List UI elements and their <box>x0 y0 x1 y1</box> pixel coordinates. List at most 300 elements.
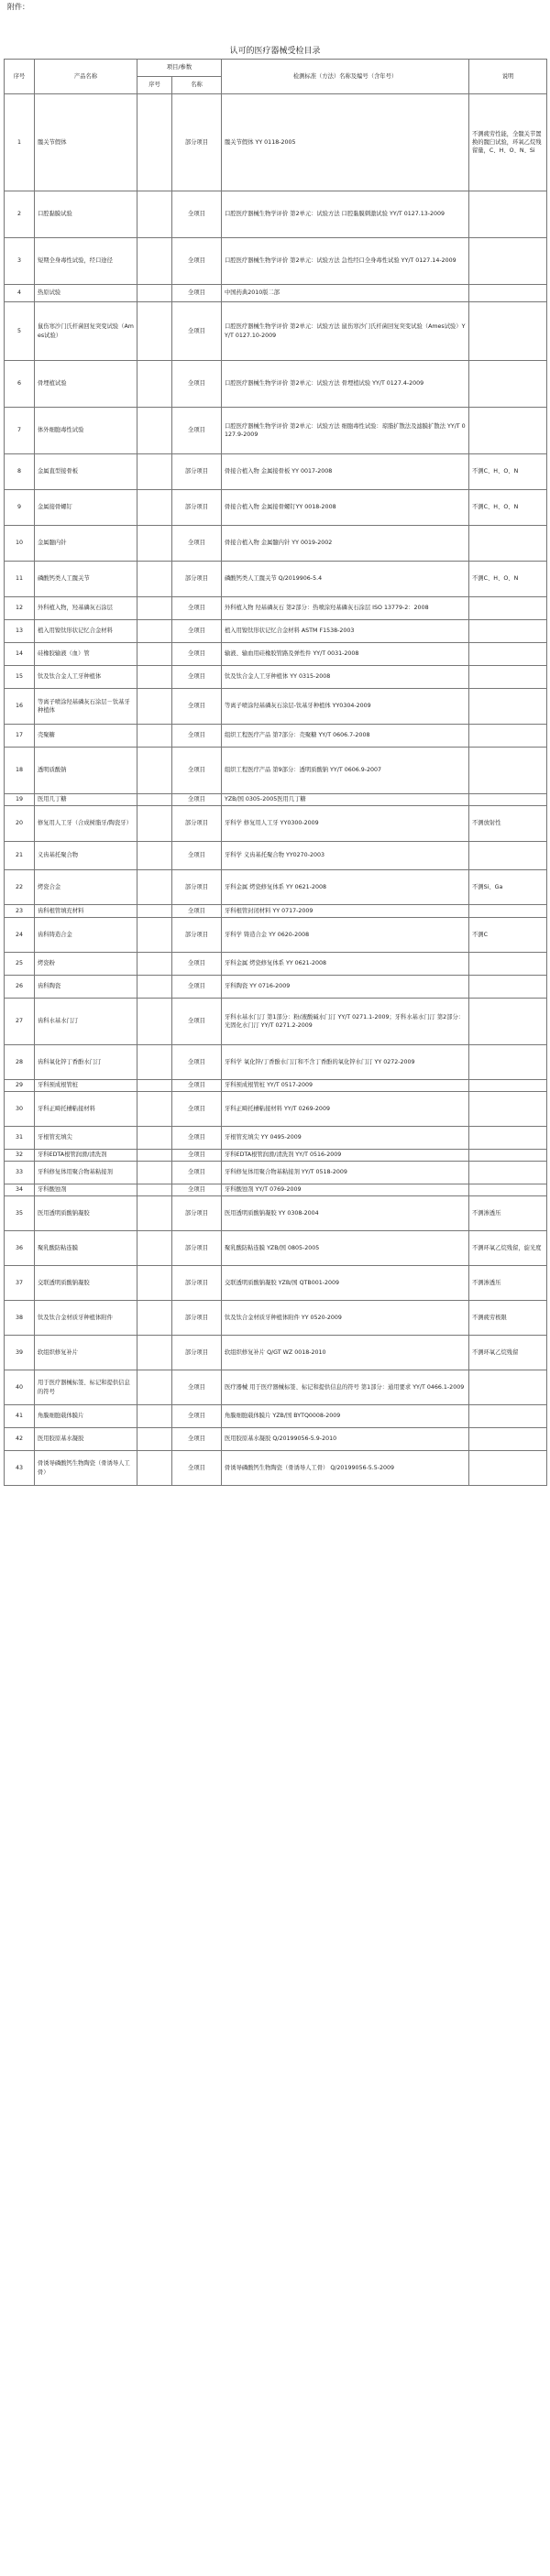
cell-product: 齿科水基水门汀 <box>35 999 138 1045</box>
cell-item-seq <box>138 905 172 918</box>
cell-note <box>469 905 547 918</box>
attachment-label: 附件： <box>7 3 29 11</box>
cell-standard: 口腔医疗器械生物学评价 第2单元：试验方法 鼠伤寒沙门氏杆菌回复突变试验（Ames试验）YY/T 0127.10-2009 <box>222 302 469 361</box>
cell-note <box>469 748 547 794</box>
cell-product: 钛及钛合金人工牙种植体 <box>35 666 138 689</box>
cell-standard: 组织工程医疗产品 第9部分：透明质酸钠 YY/T 0606.9-2007 <box>222 748 469 794</box>
cell-note <box>469 361 547 408</box>
cell-product: 齿科陶瓷 <box>35 976 138 999</box>
cell-item-seq <box>138 689 172 725</box>
cell-item-seq <box>138 953 172 976</box>
cell-scope: 全项目 <box>172 748 222 794</box>
cell-product: 等离子喷涂羟基磷灰石涂层－钛基牙种植体 <box>35 689 138 725</box>
cell-note <box>469 238 547 285</box>
cell-item-seq <box>138 454 172 490</box>
cell-product: 钛及钛合金材质牙种植体附件 <box>35 1301 138 1336</box>
cell-standard: 医疗器械 用于医疗器械标签、标记和提供信息的符号 第1部分：通用要求 YY/T 0466.1-2009 <box>222 1370 469 1405</box>
table-row <box>5 953 547 976</box>
cell-item-seq <box>138 666 172 689</box>
cell-seq: 9 <box>5 490 35 526</box>
cell-product: 鼠伤寒沙门氏杆菌回复突变试验（Ames试验） <box>35 302 138 361</box>
cell-product: 口腔黏膜试验 <box>35 191 138 238</box>
cell-product: 交联透明质酸钠凝胶 <box>35 1266 138 1301</box>
table-row <box>5 490 547 526</box>
cell-seq: 42 <box>5 1428 35 1451</box>
cell-scope: 部分项目 <box>172 562 222 597</box>
cell-scope: 全项目 <box>172 643 222 666</box>
table-row <box>5 1150 547 1162</box>
cell-scope: 全项目 <box>172 689 222 725</box>
table-row <box>5 725 547 748</box>
table-row <box>5 1451 547 1486</box>
cell-item-seq <box>138 1405 172 1428</box>
table-row <box>5 1162 547 1184</box>
cell-standard: 中国药典2010版二部 <box>222 285 469 302</box>
cell-product: 烤瓷粉 <box>35 953 138 976</box>
cell-seq: 6 <box>5 361 35 408</box>
cell-product: 牙根管充填尖 <box>35 1127 138 1150</box>
cell-standard: 牙科金属 烤瓷修复体系 YY 0621-2008 <box>222 953 469 976</box>
header-product: 产品名称 <box>35 60 138 94</box>
cell-item-seq <box>138 1150 172 1162</box>
cell-product: 金属接骨螺钉 <box>35 490 138 526</box>
table-row <box>5 302 547 361</box>
cell-standard: 医用透明质酸钠凝胶 YY 0308-2004 <box>222 1196 469 1231</box>
cell-note <box>469 1080 547 1092</box>
cell-seq: 35 <box>5 1196 35 1231</box>
cell-scope: 部分项目 <box>172 806 222 842</box>
cell-item-seq <box>138 1370 172 1405</box>
cell-scope: 全项目 <box>172 1150 222 1162</box>
cell-note: 不测环氧乙烷残留 <box>469 1336 547 1370</box>
table-row <box>5 1231 547 1266</box>
table-row <box>5 689 547 725</box>
cell-scope: 全项目 <box>172 1092 222 1127</box>
cell-standard: 等离子喷涂羟基磷灰石涂层-钛基牙种植体 YY0304-2009 <box>222 689 469 725</box>
cell-scope: 部分项目 <box>172 1301 222 1336</box>
cell-standard: 钛及钛合金人工牙种植体 YY 0315-2008 <box>222 666 469 689</box>
cell-product: 骨诱导磷酸钙生物陶瓷（骨诱导人工骨） <box>35 1451 138 1486</box>
cell-item-seq <box>138 794 172 806</box>
cell-product: 修复用人工牙（合成树脂牙/陶瓷牙） <box>35 806 138 842</box>
cell-seq: 1 <box>5 94 35 191</box>
cell-scope: 部分项目 <box>172 490 222 526</box>
table-row <box>5 1405 547 1428</box>
cell-seq: 10 <box>5 526 35 562</box>
cell-item-seq <box>138 1045 172 1080</box>
cell-standard: 牙科学 修复用人工牙 YY0300-2009 <box>222 806 469 842</box>
cell-product: 医用胶原基水凝胶 <box>35 1428 138 1451</box>
cell-note <box>469 1045 547 1080</box>
cell-seq: 21 <box>5 842 35 870</box>
cell-scope: 全项目 <box>172 1405 222 1428</box>
cell-seq: 4 <box>5 285 35 302</box>
cell-product: 植入用镍钛形状记忆合金材料 <box>35 620 138 643</box>
cell-standard: 磷酸钙类人工髋关节 Q/2019906-5.4 <box>222 562 469 597</box>
table-row <box>5 526 547 562</box>
cell-item-seq <box>138 526 172 562</box>
cell-note <box>469 1150 547 1162</box>
cell-note: 不测环氧乙烷残留，旋光度 <box>469 1231 547 1266</box>
cell-note: 不测放射性 <box>469 806 547 842</box>
cell-seq: 2 <box>5 191 35 238</box>
table-row <box>5 1301 547 1336</box>
cell-product: 牙科修复体用聚合物基粘接剂 <box>35 1162 138 1184</box>
cell-scope: 部分项目 <box>172 1196 222 1231</box>
cell-product: 齿科氧化锌丁香酚水门汀 <box>35 1045 138 1080</box>
cell-seq: 3 <box>5 238 35 285</box>
cell-standard: 牙根管充填尖 YY 0495-2009 <box>222 1127 469 1150</box>
cell-item-seq <box>138 191 172 238</box>
cell-note <box>469 689 547 725</box>
cell-note <box>469 408 547 454</box>
cell-standard: 牙科学 义齿基托聚合物 YY0270-2003 <box>222 842 469 870</box>
cell-item-seq <box>138 1451 172 1486</box>
cell-item-seq <box>138 999 172 1045</box>
cell-note <box>469 953 547 976</box>
cell-scope: 全项目 <box>172 1184 222 1196</box>
cell-seq: 18 <box>5 748 35 794</box>
cell-standard: 骨接合植入物 金属髓内针 YY 0019-2002 <box>222 526 469 562</box>
cell-item-seq <box>138 1184 172 1196</box>
cell-scope: 全项目 <box>172 620 222 643</box>
cell-product: 医用透明质酸钠凝胶 <box>35 1196 138 1231</box>
cell-scope: 全项目 <box>172 1428 222 1451</box>
cell-product: 牙科预成根管桩 <box>35 1080 138 1092</box>
cell-standard: 软组织修复补片 Q/GT WZ 0018-2010 <box>222 1336 469 1370</box>
table-row <box>5 643 547 666</box>
header-item-name: 名称 <box>172 77 222 94</box>
cell-scope: 全项目 <box>172 953 222 976</box>
inspection-catalog-table <box>4 59 547 1486</box>
cell-product: 牙科正畸托槽粘接材料 <box>35 1092 138 1127</box>
cell-note <box>469 976 547 999</box>
cell-seq: 23 <box>5 905 35 918</box>
table-body <box>5 94 547 1486</box>
cell-product: 热原试验 <box>35 285 138 302</box>
header-item-group: 项目/参数 <box>138 60 222 77</box>
cell-seq: 26 <box>5 976 35 999</box>
cell-item-seq <box>138 94 172 191</box>
cell-product: 角膜细胞载体膜片 <box>35 1405 138 1428</box>
header-standard: 检测标准（方法）名称及编号（含年号） <box>222 60 469 94</box>
cell-standard: 牙科EDTA根管润滑/清洗剂 YY/T 0516-2009 <box>222 1150 469 1162</box>
table-row <box>5 454 547 490</box>
cell-product: 软组织修复补片 <box>35 1336 138 1370</box>
cell-item-seq <box>138 1301 172 1336</box>
cell-product: 义齿基托聚合物 <box>35 842 138 870</box>
cell-scope: 全项目 <box>172 999 222 1045</box>
cell-item-seq <box>138 1162 172 1184</box>
cell-item-seq <box>138 1266 172 1301</box>
cell-standard: 口腔医疗器械生物学评价 第2单元：试验方法 骨埋植试验 YY/T 0127.4-2009 <box>222 361 469 408</box>
table-row <box>5 1266 547 1301</box>
table-row <box>5 1184 547 1196</box>
table-row <box>5 918 547 953</box>
cell-seq: 14 <box>5 643 35 666</box>
cell-standard: 输液、输血用硅橡胶管路及弹性件 YY/T 0031-2008 <box>222 643 469 666</box>
table-row <box>5 285 547 302</box>
cell-scope: 全项目 <box>172 361 222 408</box>
table-row <box>5 361 547 408</box>
cell-note <box>469 1405 547 1428</box>
cell-seq: 37 <box>5 1266 35 1301</box>
cell-standard: 牙科学 氧化锌/丁香酚水门汀和不含丁香酚的氧化锌水门汀 YY 0272-2009 <box>222 1045 469 1080</box>
table-row <box>5 905 547 918</box>
cell-standard: 牙科陶瓷 YY 0716-2009 <box>222 976 469 999</box>
cell-product: 齿科铸造合金 <box>35 918 138 953</box>
cell-standard: 植入用镍钛形状记忆合金材料 ASTM F1538-2003 <box>222 620 469 643</box>
cell-seq: 19 <box>5 794 35 806</box>
table-row <box>5 1127 547 1150</box>
cell-scope: 全项目 <box>172 408 222 454</box>
cell-scope: 部分项目 <box>172 1231 222 1266</box>
cell-seq: 25 <box>5 953 35 976</box>
cell-product: 髋关节假体 <box>35 94 138 191</box>
cell-seq: 15 <box>5 666 35 689</box>
table-row <box>5 191 547 238</box>
table-row <box>5 562 547 597</box>
cell-product: 牙科酸蚀剂 <box>35 1184 138 1196</box>
cell-item-seq <box>138 806 172 842</box>
cell-scope: 全项目 <box>172 1451 222 1486</box>
cell-standard: 口腔医疗器械生物学评价 第2单元：试验方法 细胞毒性试验：琼脂扩散法及滤膜扩散法 YY/T 0127.9-2009 <box>222 408 469 454</box>
cell-note: 不测渗透压 <box>469 1196 547 1231</box>
cell-scope: 全项目 <box>172 1162 222 1184</box>
cell-seq: 34 <box>5 1184 35 1196</box>
cell-seq: 39 <box>5 1336 35 1370</box>
cell-scope: 全项目 <box>172 285 222 302</box>
cell-item-seq <box>138 976 172 999</box>
cell-product: 烤瓷合金 <box>35 870 138 905</box>
table-row <box>5 842 547 870</box>
table-row <box>5 1370 547 1405</box>
table-row <box>5 794 547 806</box>
cell-scope: 全项目 <box>172 238 222 285</box>
cell-seq: 43 <box>5 1451 35 1486</box>
table-row <box>5 238 547 285</box>
cell-item-seq <box>138 408 172 454</box>
cell-note <box>469 191 547 238</box>
cell-item-seq <box>138 562 172 597</box>
cell-scope: 全项目 <box>172 191 222 238</box>
cell-product: 骨埋植试验 <box>35 361 138 408</box>
table-row <box>5 94 547 191</box>
cell-seq: 38 <box>5 1301 35 1336</box>
header-seq: 序号 <box>5 60 35 94</box>
cell-item-seq <box>138 725 172 748</box>
cell-scope: 全项目 <box>172 1127 222 1150</box>
cell-seq: 16 <box>5 689 35 725</box>
cell-seq: 8 <box>5 454 35 490</box>
cell-note: 不测C、H、O、N <box>469 490 547 526</box>
cell-standard: 牙科金属 烤瓷修复体系 YY 0621-2008 <box>222 870 469 905</box>
cell-item-seq <box>138 1231 172 1266</box>
cell-seq: 17 <box>5 725 35 748</box>
cell-item-seq <box>138 918 172 953</box>
cell-note <box>469 285 547 302</box>
cell-note <box>469 597 547 620</box>
cell-note: 不测C <box>469 918 547 953</box>
cell-product: 外科植入物，羟基磷灰石涂层 <box>35 597 138 620</box>
table-row <box>5 597 547 620</box>
cell-standard: 牙科水基水门汀 第1部分：粉/液酸碱水门汀 YY/T 0271.1-2009；牙科水基水门汀 第2部分：光固化水门汀 YY/T 0271.2-2009 <box>222 999 469 1045</box>
cell-item-seq <box>138 597 172 620</box>
cell-standard: 骨接合植入物 金属接骨螺钉YY 0018-2008 <box>222 490 469 526</box>
cell-note: 不测C、H、O、N <box>469 562 547 597</box>
cell-standard: 骨诱导磷酸钙生物陶瓷（骨诱导人工骨） Q/20199056-5.5-2009 <box>222 1451 469 1486</box>
table-row <box>5 1336 547 1370</box>
cell-product: 磷酸钙类人工髋关节 <box>35 562 138 597</box>
table-row <box>5 976 547 999</box>
table-row <box>5 666 547 689</box>
cell-product: 体外细胞毒性试验 <box>35 408 138 454</box>
header-row <box>5 60 547 77</box>
cell-item-seq <box>138 748 172 794</box>
cell-standard: 牙科正畸托槽粘接材料 YY/T 0269-2009 <box>222 1092 469 1127</box>
cell-note <box>469 643 547 666</box>
cell-standard: 牙科预成根管桩 YY/T 0517-2009 <box>222 1080 469 1092</box>
cell-standard: 聚乳酸防粘连膜 YZB/国 0805-2005 <box>222 1231 469 1266</box>
cell-note <box>469 1184 547 1196</box>
table-row <box>5 1080 547 1092</box>
cell-item-seq <box>138 361 172 408</box>
cell-note <box>469 842 547 870</box>
cell-standard: YZB/国 0305-2005医用几丁糖 <box>222 794 469 806</box>
cell-note: 不测C、H、O、N <box>469 454 547 490</box>
cell-item-seq <box>138 1196 172 1231</box>
cell-scope: 全项目 <box>172 666 222 689</box>
table-row <box>5 1428 547 1451</box>
cell-note: 不测渗透压 <box>469 1266 547 1301</box>
table-row <box>5 806 547 842</box>
cell-item-seq <box>138 238 172 285</box>
cell-item-seq <box>138 620 172 643</box>
cell-item-seq <box>138 285 172 302</box>
cell-seq: 5 <box>5 302 35 361</box>
cell-note <box>469 794 547 806</box>
cell-scope: 全项目 <box>172 842 222 870</box>
cell-standard: 口腔医疗器械生物学评价 第2单元：试验方法 口腔黏膜刺激试验 YY/T 0127.13-2009 <box>222 191 469 238</box>
cell-scope: 全项目 <box>172 597 222 620</box>
cell-seq: 33 <box>5 1162 35 1184</box>
cell-product: 齿科根管填充材料 <box>35 905 138 918</box>
cell-note: 不测疲劳极限 <box>469 1301 547 1336</box>
cell-item-seq <box>138 1336 172 1370</box>
cell-seq: 32 <box>5 1150 35 1162</box>
cell-scope: 全项目 <box>172 1370 222 1405</box>
cell-note <box>469 302 547 361</box>
cell-standard: 外科植入物 羟基磷灰石 第2部分：热喷涂羟基磷灰石涂层 ISO 13779-2：2008 <box>222 597 469 620</box>
cell-scope: 部分项目 <box>172 94 222 191</box>
cell-note <box>469 1451 547 1486</box>
cell-standard: 髋关节假体 YY 0118-2005 <box>222 94 469 191</box>
document-title: 认可的医疗器械受检目录 <box>229 47 321 56</box>
cell-standard: 骨接合植入物 金属接骨板 YY 0017-2008 <box>222 454 469 490</box>
cell-item-seq <box>138 1428 172 1451</box>
cell-note <box>469 526 547 562</box>
cell-item-seq <box>138 1127 172 1150</box>
cell-note: 不测Si、Ga <box>469 870 547 905</box>
cell-seq: 40 <box>5 1370 35 1405</box>
cell-standard: 医用胶原基水凝胶 Q/20199056-5.9-2010 <box>222 1428 469 1451</box>
cell-standard: 角膜细胞载体膜片 YZB/国 BYTQ0008-2009 <box>222 1405 469 1428</box>
cell-note: 不测疲劳性能，全髋关节置换的髋臼试验，环氧乙烷残留量，C、H、O、N、Si <box>469 94 547 191</box>
cell-note <box>469 1428 547 1451</box>
cell-scope: 部分项目 <box>172 1266 222 1301</box>
cell-item-seq <box>138 842 172 870</box>
cell-seq: 24 <box>5 918 35 953</box>
cell-product: 医用几丁糖 <box>35 794 138 806</box>
cell-seq: 22 <box>5 870 35 905</box>
cell-seq: 13 <box>5 620 35 643</box>
cell-scope: 部分项目 <box>172 454 222 490</box>
table-row <box>5 620 547 643</box>
cell-seq: 11 <box>5 562 35 597</box>
cell-note <box>469 1127 547 1150</box>
cell-scope: 部分项目 <box>172 918 222 953</box>
cell-note <box>469 1092 547 1127</box>
cell-product: 金属直型接骨板 <box>35 454 138 490</box>
cell-note <box>469 620 547 643</box>
table-row <box>5 1045 547 1080</box>
cell-scope: 全项目 <box>172 905 222 918</box>
cell-standard: 牙科修复体用聚合物基粘接剂 YY/T 0518-2009 <box>222 1162 469 1184</box>
cell-standard: 口腔医疗器械生物学评价 第2单元：试验方法 急性经口全身毒性试验 YY/T 0127.14-2009 <box>222 238 469 285</box>
cell-scope: 全项目 <box>172 976 222 999</box>
cell-standard: 牙科酸蚀剂 YY/T 0769-2009 <box>222 1184 469 1196</box>
table-row <box>5 1196 547 1231</box>
cell-product: 用于医疗器械标签、标记和提供信息的符号 <box>35 1370 138 1405</box>
cell-product: 壳聚糖 <box>35 725 138 748</box>
table-row <box>5 1092 547 1127</box>
cell-seq: 12 <box>5 597 35 620</box>
table-row <box>5 408 547 454</box>
cell-scope: 全项目 <box>172 725 222 748</box>
table-row <box>5 748 547 794</box>
cell-product: 牙科EDTA根管润滑/清洗剂 <box>35 1150 138 1162</box>
cell-seq: 41 <box>5 1405 35 1428</box>
cell-standard: 牙科学 铸造合金 YY 0620-2008 <box>222 918 469 953</box>
cell-scope: 全项目 <box>172 526 222 562</box>
cell-note <box>469 725 547 748</box>
table-row <box>5 870 547 905</box>
cell-standard: 牙科根管封闭材料 YY 0717-2009 <box>222 905 469 918</box>
cell-product: 聚乳酸防粘连膜 <box>35 1231 138 1266</box>
cell-standard: 钛及钛合金材质牙种植体附件 YY 0520-2009 <box>222 1301 469 1336</box>
cell-scope: 部分项目 <box>172 1336 222 1370</box>
cell-standard: 组织工程医疗产品 第7部分：壳聚糖 YY/T 0606.7-2008 <box>222 725 469 748</box>
cell-scope: 全项目 <box>172 302 222 361</box>
cell-scope: 全项目 <box>172 1080 222 1092</box>
cell-standard: 交联透明质酸钠凝胶 YZB/国 QTB001-2009 <box>222 1266 469 1301</box>
cell-product: 透明质酸钠 <box>35 748 138 794</box>
cell-item-seq <box>138 643 172 666</box>
header-item-seq: 序号 <box>138 77 172 94</box>
cell-item-seq <box>138 1080 172 1092</box>
cell-seq: 29 <box>5 1080 35 1092</box>
cell-note <box>469 666 547 689</box>
cell-scope: 全项目 <box>172 1045 222 1080</box>
cell-item-seq <box>138 870 172 905</box>
cell-scope: 全项目 <box>172 794 222 806</box>
cell-seq: 30 <box>5 1092 35 1127</box>
cell-product: 短期全身毒性试验，经口途径 <box>35 238 138 285</box>
cell-note <box>469 1162 547 1184</box>
cell-item-seq <box>138 490 172 526</box>
cell-seq: 28 <box>5 1045 35 1080</box>
cell-note <box>469 1370 547 1405</box>
